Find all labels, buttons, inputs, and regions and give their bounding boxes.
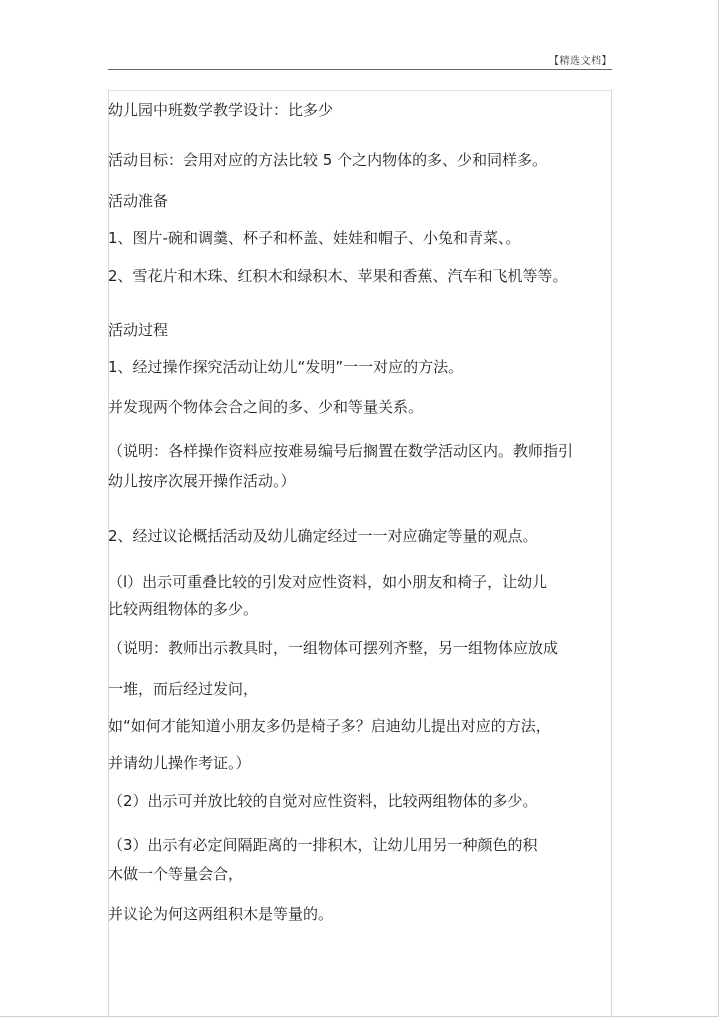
step-1-line-1: 1、经过操作探究活动让幼儿“发明”一一对应的方法。	[108, 358, 464, 376]
process-heading: 活动过程	[108, 321, 169, 339]
header-rule	[108, 69, 612, 70]
note-1-line-2: 幼儿按序次展开操作活动。）	[108, 472, 296, 490]
prep-heading: 活动准备	[108, 192, 169, 210]
step-1-line-2: 并发现两个物体会合之间的多、少和等量关系。	[108, 398, 424, 416]
prep-item-1: 1、图片-碗和调羹、杯子和杯盖、娃娃和帽子、小兔和青菜、。	[108, 229, 521, 247]
document-title: 幼儿园中班数学教学设计：比多少	[108, 101, 334, 119]
note-2-line-1: （说明：教师出示教具时，一组物体可摆列齐整，另一组物体应放成	[108, 639, 559, 657]
note-1-line-1: （说明：各样操作资料应按难易编号后搁置在数学活动区内。教师指引	[108, 442, 574, 460]
note-2-line-3: 如“如何才能知道小朋友多仍是椅子多？启迪幼儿提出对应的方法，	[108, 717, 551, 735]
prep-item-2: 2、雪花片和木珠、红积木和绿积木、苹果和香蕉、汽车和飞机等等。	[108, 267, 568, 285]
content-box-top-border	[108, 90, 611, 91]
sub-item-3-line-2: 木做一个等量会合，	[108, 865, 244, 883]
content-box-right-border	[611, 90, 612, 1018]
activity-goal: 活动目标：会用对应的方法比较 5 个之内物体的多、少和同样多。	[108, 151, 548, 169]
sub-item-3-line-1: （3）出示有必定间隔距离的一排积木，让幼儿用另一种颜色的积	[108, 836, 538, 854]
note-2-line-4: 并请幼儿操作考证。）	[108, 754, 251, 772]
note-2-line-2: 一堆，而后经过发问，	[108, 680, 259, 698]
sub-item-1-line-1: （l）出示可重叠比较的引发对应性资料，如小朋友和椅子，让幼儿	[108, 573, 548, 591]
sub-item-3-line-3: 并议论为何这两组积木是等量的。	[108, 905, 334, 923]
header-label: 【精选文档】	[549, 56, 612, 67]
sub-item-2: （2）出示可并放比较的自觉对应性资料，比较两组物体的多少。	[108, 792, 538, 810]
sub-item-1-line-2: 比较两组物体的多少。	[108, 600, 259, 618]
step-2: 2、经过议论概括活动及幼儿确定经过一一对应确定等量的观点。	[108, 527, 538, 545]
